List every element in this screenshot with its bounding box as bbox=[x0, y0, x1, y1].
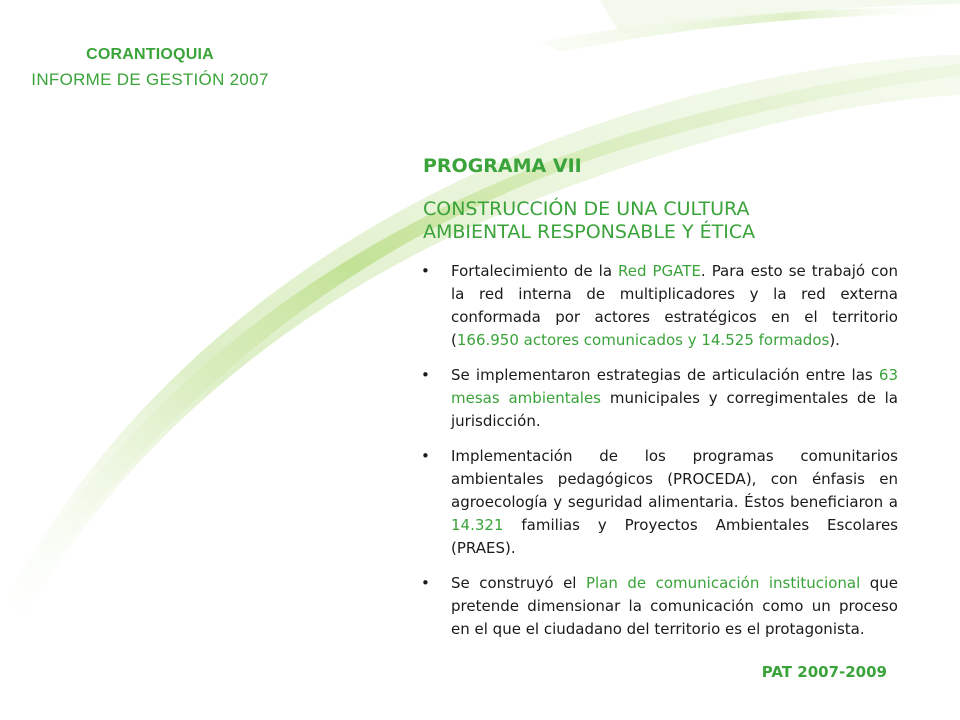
program-subtitle-line-1: CONSTRUCCIÓN DE UNA CULTURA bbox=[423, 198, 750, 220]
bullet-red-pgate bbox=[418, 260, 898, 352]
highlight-families-count: 14.321 bbox=[451, 516, 504, 534]
header-block bbox=[0, 46, 300, 90]
program-subtitle-line-2: AMBIENTAL RESPONSABLE Y ÉTICA bbox=[423, 221, 756, 243]
highlight-actors-count: 166.950 actores comunicados y 14.525 formados bbox=[456, 331, 830, 349]
highlight-mesas-ambientales: 63 mesas ambientales bbox=[451, 366, 898, 407]
bullet-dot-icon: • bbox=[421, 262, 430, 280]
footer-plan-code: PAT 2007-2009 bbox=[761, 663, 887, 681]
bullet-mesas-ambientales bbox=[418, 364, 898, 433]
report-title: INFORME DE GESTIÓN 2007 bbox=[31, 70, 269, 89]
bullet-proceda bbox=[418, 445, 898, 560]
bullet-text: Se construyó el bbox=[451, 574, 586, 592]
bullet-dot-icon: • bbox=[421, 574, 430, 592]
program-bullet-list bbox=[418, 260, 898, 653]
bullet-text: Implementación de los programas comunitarios ambientales pedagógicos (PROCEDA), con énfasis en agroecología y seguridad alimentaria. Éstos beneficiaron a bbox=[451, 447, 898, 511]
bullet-dot-icon: • bbox=[421, 366, 430, 384]
bullet-text: Fortalecimiento de la bbox=[451, 262, 619, 280]
bullet-text: Se implementaron estrategias de articulación entre las bbox=[451, 366, 879, 384]
bullet-text: ). bbox=[829, 331, 840, 349]
bullet-dot-icon: • bbox=[421, 447, 430, 465]
highlight-red-pgate: Red PGATE bbox=[618, 262, 701, 280]
organization-name: CORANTIOQUIA bbox=[86, 46, 214, 63]
program-title: PROGRAMA VII bbox=[423, 155, 582, 177]
bullet-text: municipales y corregimentales de la jurisdicción. bbox=[451, 389, 898, 430]
bullet-text: . Para esto se trabajó con la red interna de multiplicadores y la red externa conformada por actores estratégicos en el territorio ( bbox=[451, 262, 898, 349]
bullet-text: que pretende dimensionar la comunicación como un proceso en el que el ciudadano del territorio es el protagonista. bbox=[451, 574, 898, 638]
bullet-plan-comunicacion bbox=[418, 572, 898, 641]
program-subtitle bbox=[423, 198, 903, 244]
highlight-plan-comunicacion: Plan de comunicación institucional bbox=[585, 574, 861, 592]
bullet-text: familias y Proyectos Ambientales Escolares (PRAES). bbox=[451, 516, 898, 557]
